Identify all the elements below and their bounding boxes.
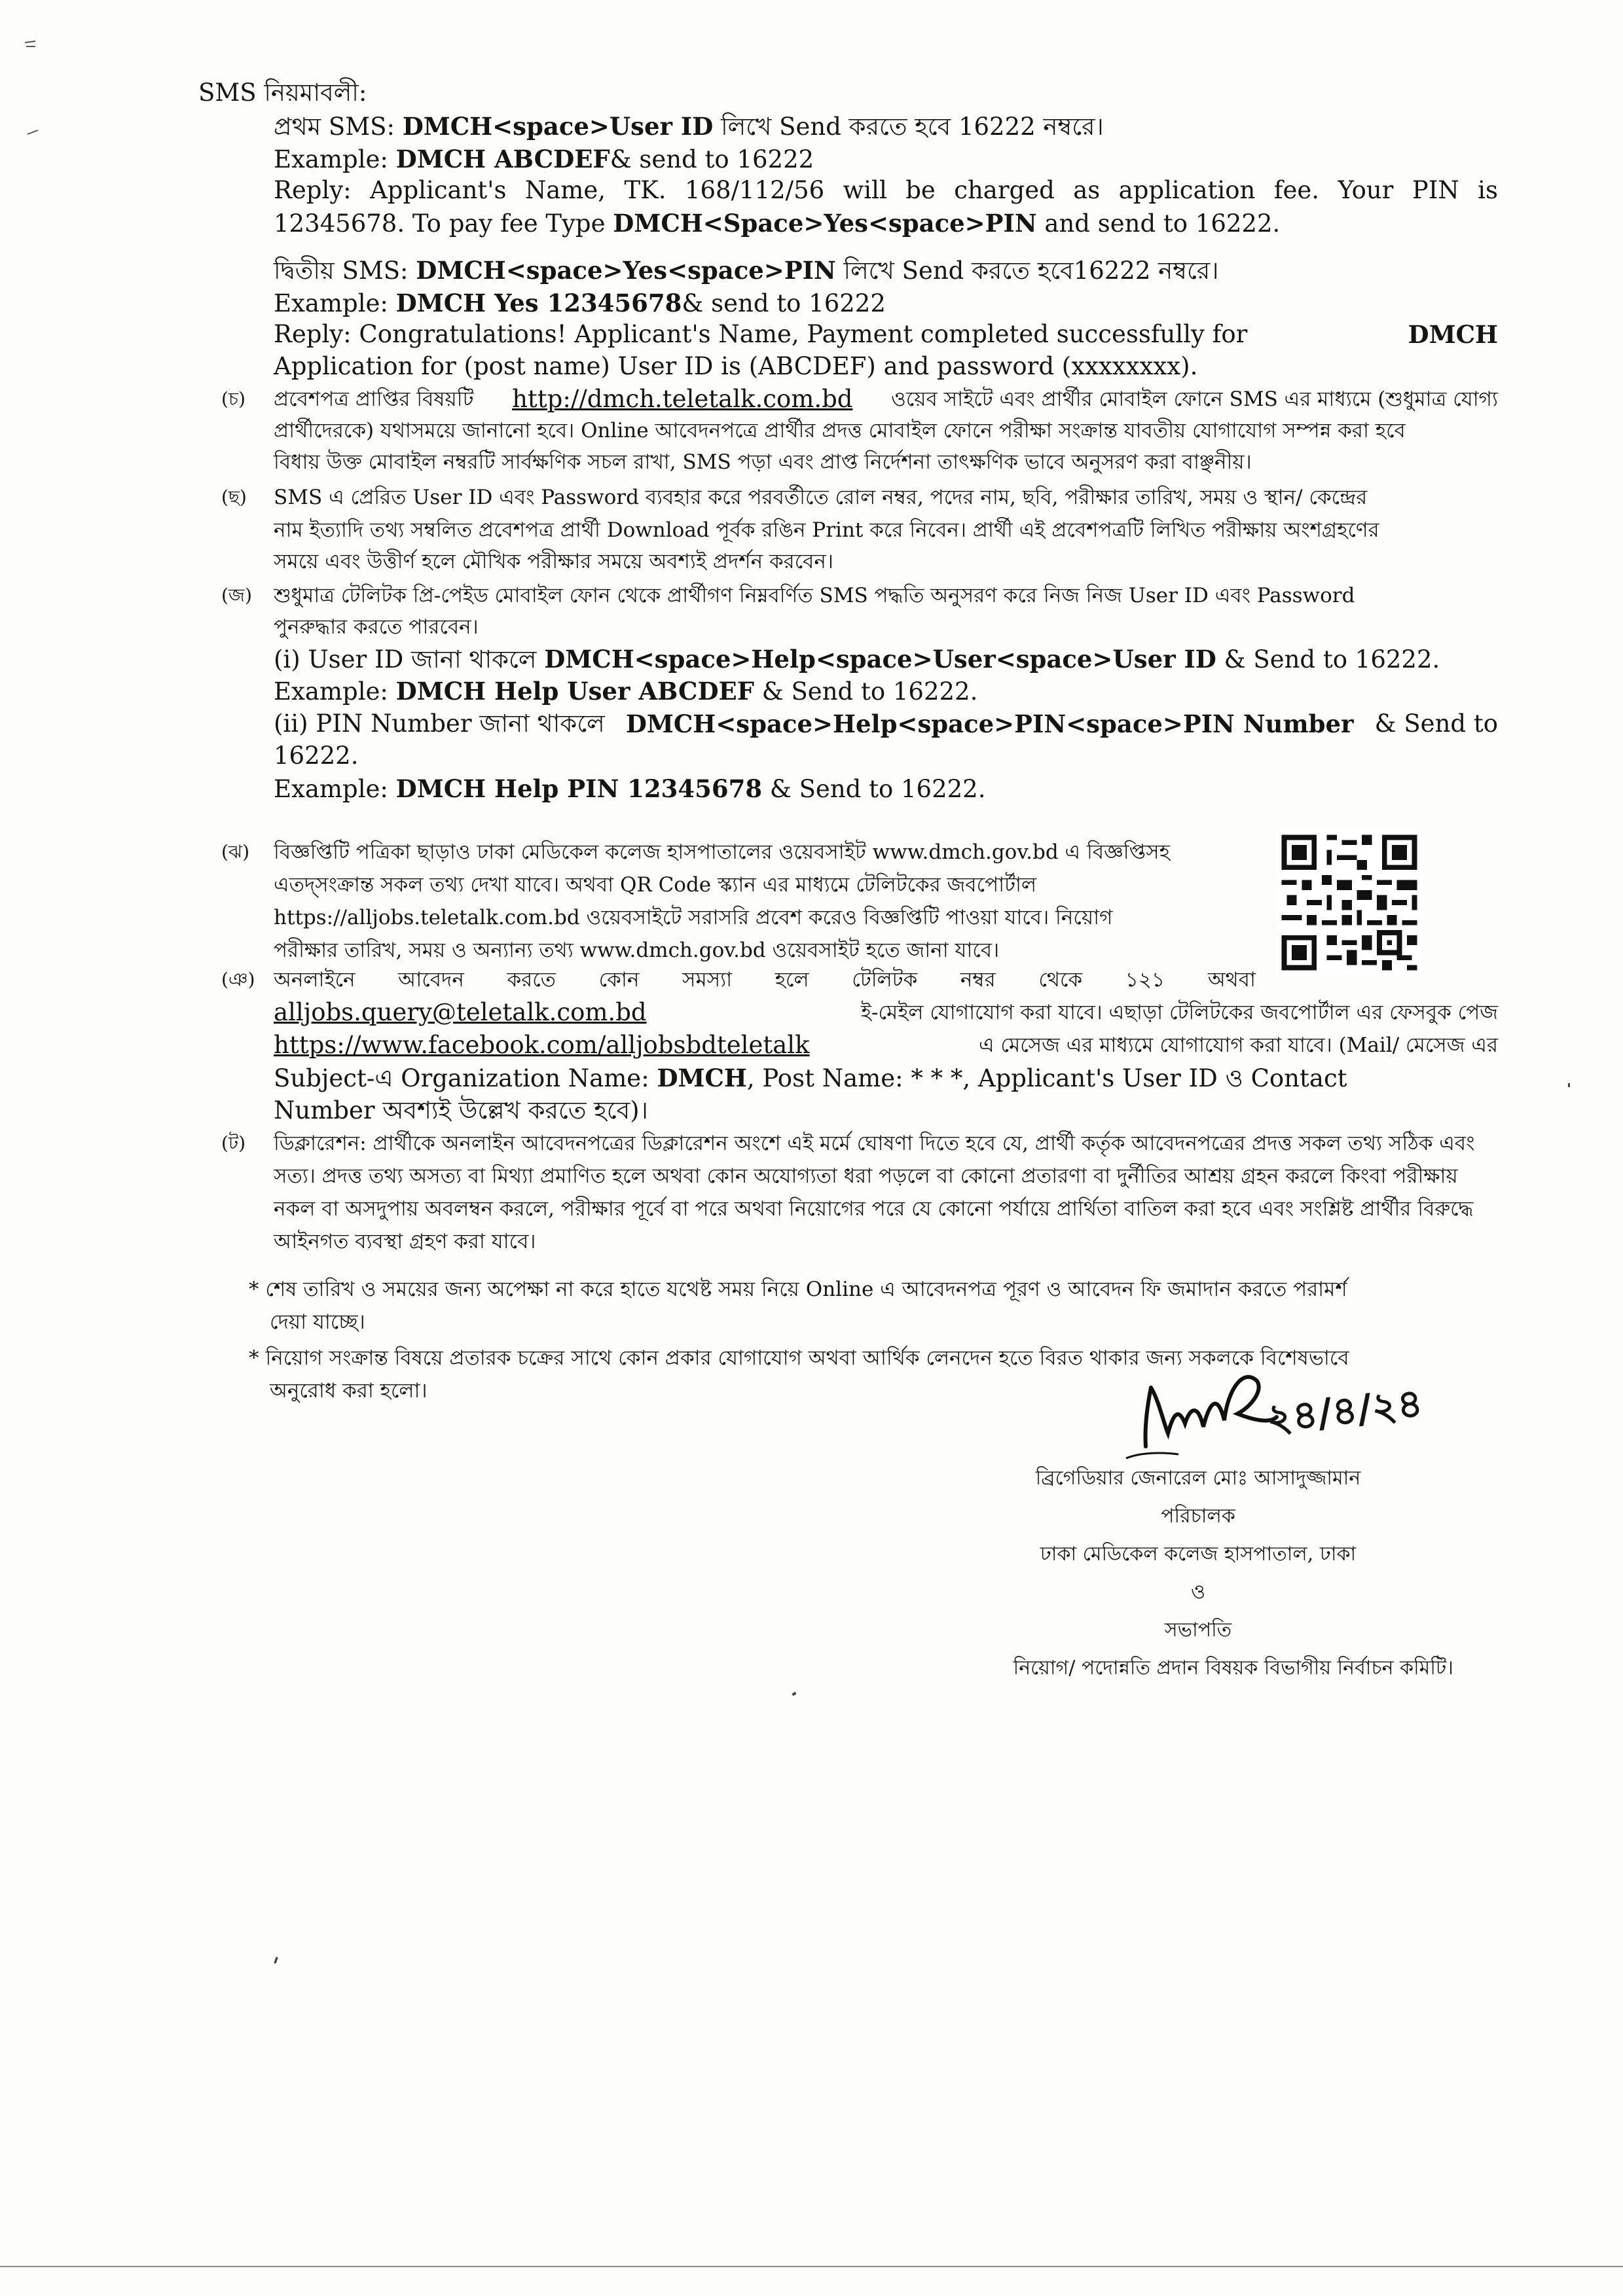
item-jha-line1: বিজ্ঞপ্তিটি পত্রিকা ছাড়াও ঢাকা মেডিকেল কলেজ হাসপাতালের ওয়েবসাইট www.dmch.gov.bd এ বিজ্ঞপ্তিসহ bbox=[274, 840, 1170, 864]
first-sms-example: Example: DMCH ABCDEF& send to 16222 bbox=[274, 145, 814, 173]
item-ja-line2: পুনরুদ্ধার করতে পারবেন। bbox=[274, 615, 479, 639]
item-jha-line3: https://alljobs.teletalk.com.bd ওয়েবসাইটে সরাসরি প্রবেশ করেও বিজ্ঞপ্তিটি পাওয়া যাবে। নিয়োগ bbox=[274, 906, 1113, 929]
item-ja-ii-line: (ii) PIN Number জানা থাকলে DMCH<space>Help<space>PIN<space>PIN Number & Send to bbox=[274, 709, 1498, 738]
handwritten-date: ২৪/৪/২৪ bbox=[1264, 1380, 1425, 1443]
item-nya-marker: (ঞ) bbox=[221, 969, 255, 990]
note-2-line1: * নিয়োগ সংক্রান্ত বিষয়ে প্রতারক চক্রের সাথে কোন প্রকার যোগাযোগ অথবা আর্থিক লেনদেন হতে বিরত থাকার জন্য সকলকে বিশেষভাবে bbox=[249, 1346, 1349, 1370]
item-ta-line2: সত্য। প্রদত্ত তথ্য অসত্য বা মিথ্যা প্রমাণিত হলে অথবা কোন অযোগ্যতা ধরা পড়লে বা কোনো প্রতারণা বা দুর্নীতির আশ্রয় গ্রহন করলে কিংবা পরীক্ষায় bbox=[274, 1164, 1458, 1188]
signatory-name: ব্রিগেডিয়ার জেনারেল মোঃ আসাদুজ্জামান bbox=[1035, 1467, 1361, 1490]
first-sms-reply-line2: 12345678. To pay fee Type DMCH<Space>Yes<space>PIN and send to 16222. bbox=[274, 209, 1281, 238]
scan-speck bbox=[1568, 1083, 1570, 1087]
item-ja-ii-example: Example: DMCH Help PIN 12345678 & Send to 16222. bbox=[274, 774, 986, 803]
note-1-line1: * শেষ তারিখ ও সময়ের জন্য অপেক্ষা না করে হাতে যথেষ্ট সময় নিয়ে Online এ আবেদনপত্র পূরণ ও আবেদন ফি জমাদান করতে পরামর্শ bbox=[249, 1278, 1347, 1301]
sms-rules-heading: SMS নিয়মাবলী: bbox=[198, 79, 367, 107]
scan-speck-marks bbox=[20, 36, 46, 141]
signatory-organization: ঢাকা মেডিকেল কলেজ হাসপাতাল, ঢাকা bbox=[1040, 1543, 1357, 1566]
item-ta-line1: ডিক্লারেশন: প্রার্থীকে অনলাইন আবেদনপত্রের ডিক্লারেশন অংশে এই মর্মে ঘোষণা দিতে হবে যে, প্রার্থী কর্তৃক আবেদনপত্রের প্রদত্ত সকল তথ্য সঠিক এবং bbox=[274, 1132, 1475, 1155]
committee-name: নিয়োগ/ পদোন্নতি প্রদান বিষয়ক বিভাগীয় নির্বাচন কমিটি। bbox=[1013, 1657, 1453, 1679]
item-nya-line5: Number অবশ্যই উল্লেখ করতে হবে)। bbox=[274, 1096, 648, 1124]
item-nya-line4: Subject-এ Organization Name: DMCH, Post Name: * * *, Applicant's User ID ও Contact bbox=[274, 1064, 1347, 1092]
item-chha-line1: SMS এ প্রেরিত User ID এবং Password ব্যবহার করে পরবর্তীতে রোল নম্বর, পদের নাম, ছবি, পরীক্ষার তারিখ, সময় ও স্থান/ কেন্দ্রের bbox=[274, 486, 1368, 509]
signatory-conjunction: ও bbox=[1190, 1581, 1206, 1604]
scan-speck bbox=[792, 1692, 796, 1696]
item-chha-line3: সময়ে এবং উত্তীর্ণ হলে মৌখিক পরীক্ষার সময়ে অবশ্যই প্রদর্শন করবেন। bbox=[274, 550, 834, 573]
item-jha-marker: (ঝ) bbox=[221, 841, 250, 863]
item-ja-i-example: Example: DMCH Help User ABCDEF & Send to 16222. bbox=[274, 677, 978, 706]
item-ja-line1: শুধুমাত্র টেলিটক প্রি-পেইড মোবাইল ফোন থেকে প্রার্থীগণ নিম্নবর্ণিত SMS পদ্ধতি অনুসরণ করে নিজ নিজ User ID এবং Password bbox=[274, 584, 1355, 607]
signatory-title-president: সভাপতি bbox=[1164, 1619, 1232, 1641]
qr-code-graphic bbox=[1277, 830, 1422, 975]
signature-block bbox=[956, 1460, 1440, 1649]
item-nya-line1: অনলাইনে আবেদন করতে কোন সমস্যা হলে টেলিটক নম্বর থেকে ১২১ অথবা bbox=[274, 968, 1256, 992]
item-cha-line3: বিধায় উক্ত মোবাইল নম্বরটি সার্বক্ষণিক সচল রাখা, SMS পড়া এবং প্রাপ্ত নির্দেশনা তাৎক্ষণিক ভাবে অনুসরণ করা বাঞ্ছনীয়। bbox=[274, 450, 1252, 474]
item-ja-ii-line2: 16222. bbox=[274, 742, 359, 770]
item-jha-line4: পরীক্ষার তারিখ, সময় ও অন্যান্য তথ্য www.dmch.gov.bd ওয়েবসাইট হতে জানা যাবে। bbox=[274, 939, 1000, 962]
support-email-link[interactable]: alljobs.query@teletalk.com.bd bbox=[274, 998, 647, 1026]
item-cha-marker: (চ) bbox=[221, 388, 246, 410]
item-ja-i-line: (i) User ID জানা থাকলে DMCH<space>Help<space>User<space>User ID & Send to 16222. bbox=[274, 645, 1440, 673]
facebook-page-link[interactable]: https://www.facebook.com/alljobsbdteletalk bbox=[274, 1031, 810, 1059]
note-1-line2: দেয়া যাচ্ছে। bbox=[270, 1310, 365, 1334]
scan-speck bbox=[274, 1957, 278, 1964]
first-sms-line: প্রথম SMS: DMCH<space>User ID লিখে Send করতে হবে 16222 নম্বরে। bbox=[274, 112, 1104, 141]
first-sms-reply-line1: Reply: Applicant's Name, TK. 168/112/56 will be charged as application fee. Your PIN is bbox=[274, 176, 1498, 204]
item-cha-line2: প্রার্থীদেরকে) যথাসময়ে জানানো হবে। Online আবেদনপত্রে প্রার্থীর প্রদত্ত মোবাইল ফোনে পরীক্ষা সংক্রান্ত যাবতীয় যোগাযোগ সম্পন্ন করা হবে bbox=[274, 419, 1406, 442]
second-sms-example: Example: DMCH Yes 12345678& send to 16222 bbox=[274, 289, 886, 317]
item-nya-line2: alljobs.query@teletalk.com.bd ই-মেইল যোগাযোগ করা যাবে। এছাড়া টেলিটকের জবপোর্টাল এর ফেসবুক পেজ bbox=[274, 996, 1498, 1029]
item-jha-line2: এতদ্‌সংক্রান্ত সকল তথ্য দেখা যাবে। অথবা QR Code স্ক্যান এর মাধ্যমে টেলিটকের জবপোর্টাল bbox=[274, 873, 1037, 897]
item-nya-line3: https://www.facebook.com/alljobsbdteletalk এ মেসেজ এর মাধ্যমে যোগাযোগ করা যাবে। (Mail/ মেসেজ এর bbox=[274, 1029, 1498, 1062]
item-ja-marker: (জ) bbox=[221, 584, 252, 606]
second-sms-reply-line2: Application for (post name) User ID is (ABCDEF) and password (xxxxxxxx). bbox=[274, 352, 1198, 380]
item-chha-marker: (ছ) bbox=[221, 486, 247, 508]
item-ta-marker: (ট) bbox=[221, 1132, 246, 1154]
item-chha-line2: নাম ইত্যাদি তথ্য সম্বলিত প্রবেশপত্র প্রার্থী Download পূর্বক রঙিন Print করে নিবেন। প্রার্থী এই প্রবেশপত্রটি লিখিত পরীক্ষায় অংশগ্রহণের bbox=[274, 518, 1379, 542]
note-2-line2: অনুরোধ করা হলো। bbox=[270, 1379, 428, 1403]
item-ta-line4: আইনগত ব্যবস্থা গ্রহণ করা যাবে। bbox=[274, 1230, 536, 1253]
scan-edge-line bbox=[0, 2266, 1623, 2267]
item-ta-line3: নকল বা অসদুপায় অবলম্বন করলে, পরীক্ষার পূর্বে বা পরে অথবা নিয়োগের পরে যে কোনো পর্যায়ে প্রার্থিতা বাতিল করা হবে এবং সংশ্লিষ্ট প্রার্থীর বিরুদ্ধে bbox=[274, 1197, 1474, 1221]
qr-code[interactable] bbox=[1277, 830, 1422, 975]
second-sms-reply-line1: Reply: Congratulations! Applicant's Name, Payment completed successfully for DMCH bbox=[274, 320, 1498, 349]
signatory-title-director: পরিচালক bbox=[1161, 1505, 1235, 1528]
item-cha-line1: প্রবেশপত্র প্রাপ্তির বিষয়টি http://dmch.teletalk.com.bd ওয়েব সাইটে এবং প্রার্থীর মোবাইল ফোনে SMS এর মাধ্যমে (শুধুমাত্র যোগ্য bbox=[274, 385, 1498, 413]
second-sms-line: দ্বিতীয় SMS: DMCH<space>Yes<space>PIN লিখে Send করতে হবে16222 নম্বরে। bbox=[274, 256, 1219, 285]
